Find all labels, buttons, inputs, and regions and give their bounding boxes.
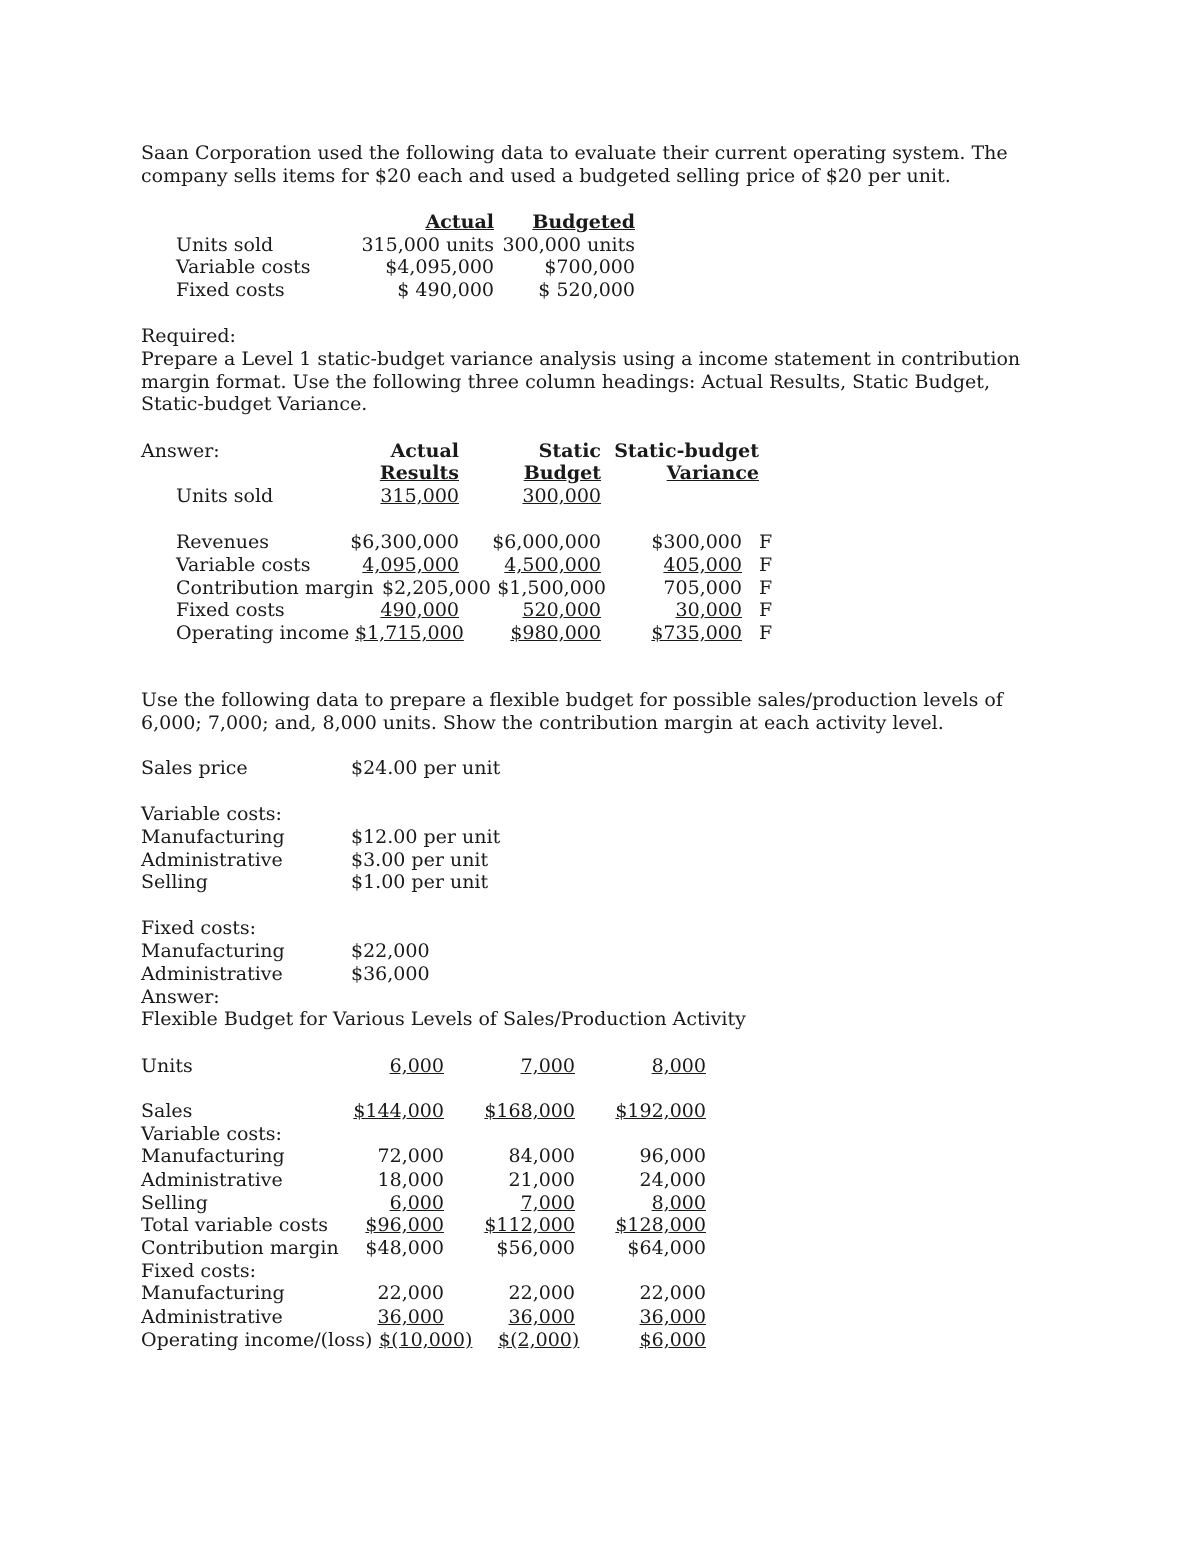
data-row-budgeted: $ 520,000 bbox=[538, 279, 635, 301]
variance-row-variance: 705,000 bbox=[663, 577, 742, 599]
flex-operating-value: $(2,000) bbox=[498, 1329, 580, 1351]
fixed-costs-heading: Fixed costs: bbox=[141, 917, 257, 939]
flex-variable-value: 8,000 bbox=[651, 1192, 706, 1214]
intro-line-1: Saan Corporation used the following data to evaluate their current operating system. The bbox=[141, 142, 1008, 164]
variance-row-budget: $1,500,000 bbox=[497, 577, 606, 599]
flex-variable-label: Manufacturing bbox=[141, 1145, 285, 1167]
flex-contribution-value: $64,000 bbox=[627, 1237, 706, 1259]
answer-label: Answer: bbox=[141, 440, 220, 462]
flex-contribution-label: Contribution margin bbox=[141, 1237, 339, 1259]
variance-row-flag: F bbox=[759, 531, 773, 553]
variance-row-flag: F bbox=[759, 622, 773, 644]
answer-label: Answer: bbox=[141, 986, 220, 1008]
flex-fixed-label: Manufacturing bbox=[141, 1282, 285, 1304]
data-row-label: Fixed costs bbox=[176, 279, 285, 301]
flex-sales-value: $192,000 bbox=[615, 1100, 706, 1122]
header-variance-top: Static-budget bbox=[614, 440, 759, 462]
flex-fixed-heading: Fixed costs: bbox=[141, 1260, 257, 1282]
variance-row-actual: $6,300,000 bbox=[350, 531, 459, 553]
fixed-cost-value: $22,000 bbox=[351, 940, 430, 962]
units-sold-budget: 300,000 bbox=[522, 485, 601, 507]
units-sold-label: Units sold bbox=[176, 485, 274, 507]
flex-intro-line-1: Use the following data to prepare a flexible budget for possible sales/production levels of bbox=[141, 689, 1003, 711]
data-row-budgeted: $700,000 bbox=[544, 256, 635, 278]
flex-total-variable-value: $96,000 bbox=[365, 1214, 444, 1236]
data-row-budgeted: 300,000 units bbox=[502, 234, 635, 256]
flex-fixed-value: 22,000 bbox=[377, 1282, 444, 1304]
data-row-actual: $4,095,000 bbox=[385, 256, 494, 278]
header-static-top: Static bbox=[538, 440, 601, 462]
variance-row-budget: $980,000 bbox=[510, 622, 601, 644]
header-actual-top: Actual bbox=[390, 440, 459, 462]
data-row-actual: $ 490,000 bbox=[397, 279, 494, 301]
flex-variable-label: Administrative bbox=[141, 1169, 283, 1191]
flex-fixed-value: 36,000 bbox=[639, 1306, 706, 1328]
flex-units-6000: 6,000 bbox=[389, 1055, 444, 1077]
variance-row-label: Contribution margin bbox=[176, 577, 374, 599]
variable-cost-value: $1.00 per unit bbox=[351, 871, 489, 893]
fixed-cost-value: $36,000 bbox=[351, 963, 430, 985]
variance-row-flag: F bbox=[759, 577, 773, 599]
variance-row-budget: 4,500,000 bbox=[504, 554, 601, 576]
flex-total-variable-label: Total variable costs bbox=[141, 1214, 329, 1236]
flex-variable-value: 6,000 bbox=[389, 1192, 444, 1214]
flex-units-label: Units bbox=[141, 1055, 193, 1077]
flex-total-variable-value: $112,000 bbox=[484, 1214, 575, 1236]
variable-costs-heading: Variable costs: bbox=[141, 803, 282, 825]
flex-operating-value: $6,000 bbox=[639, 1329, 706, 1351]
flex-units-8000: 8,000 bbox=[651, 1055, 706, 1077]
flex-variable-heading: Variable costs: bbox=[141, 1123, 282, 1145]
header-variance-bottom: Variance bbox=[666, 462, 759, 484]
flex-contribution-value: $48,000 bbox=[365, 1237, 444, 1259]
flex-variable-value: 7,000 bbox=[520, 1192, 575, 1214]
variance-row-variance: $300,000 bbox=[651, 531, 742, 553]
flex-intro-line-2: 6,000; 7,000; and, 8,000 units. Show the contribution margin at each activity level. bbox=[141, 712, 944, 734]
variance-row-label: Variable costs bbox=[176, 554, 311, 576]
flex-budget-title: Flexible Budget for Various Levels of Sales/Production Activity bbox=[141, 1008, 746, 1030]
variance-row-variance: 30,000 bbox=[675, 599, 742, 621]
flex-fixed-value: 22,000 bbox=[639, 1282, 706, 1304]
required-line-3: Static-budget Variance. bbox=[141, 393, 368, 415]
variable-cost-value: $3.00 per unit bbox=[351, 849, 489, 871]
flex-sales-value: $168,000 bbox=[484, 1100, 575, 1122]
flex-units-7000: 7,000 bbox=[520, 1055, 575, 1077]
intro-line-2: company sells items for $20 each and used a budgeted selling price of $20 per unit. bbox=[141, 165, 951, 187]
variance-row-label: Revenues bbox=[176, 531, 269, 553]
data-header-budgeted: Budgeted bbox=[532, 211, 635, 233]
required-label: Required: bbox=[141, 325, 236, 347]
fixed-cost-label: Manufacturing bbox=[141, 940, 285, 962]
variance-row-actual: $2,205,000 bbox=[382, 577, 491, 599]
flex-sales-label: Sales bbox=[141, 1100, 193, 1122]
variance-row-label: Operating income bbox=[176, 622, 350, 644]
sales-price-label: Sales price bbox=[141, 757, 248, 779]
units-sold-actual: 315,000 bbox=[380, 485, 459, 507]
flex-fixed-value: 36,000 bbox=[377, 1306, 444, 1328]
variable-cost-label: Manufacturing bbox=[141, 826, 285, 848]
data-row-actual: 315,000 units bbox=[361, 234, 494, 256]
flex-variable-value: 18,000 bbox=[377, 1169, 444, 1191]
header-static-bottom: Budget bbox=[523, 462, 601, 484]
flex-variable-value: 72,000 bbox=[377, 1145, 444, 1167]
flex-fixed-label: Administrative bbox=[141, 1306, 283, 1328]
variance-row-variance: 405,000 bbox=[663, 554, 742, 576]
data-row-label: Units sold bbox=[176, 234, 274, 256]
variance-row-flag: F bbox=[759, 554, 773, 576]
flex-total-variable-value: $128,000 bbox=[615, 1214, 706, 1236]
flex-variable-value: 84,000 bbox=[508, 1145, 575, 1167]
flex-variable-value: 96,000 bbox=[639, 1145, 706, 1167]
flex-sales-value: $144,000 bbox=[353, 1100, 444, 1122]
flex-operating-label: Operating income/(loss) bbox=[141, 1329, 373, 1351]
flex-variable-value: 24,000 bbox=[639, 1169, 706, 1191]
variance-row-label: Fixed costs bbox=[176, 599, 285, 621]
variance-row-flag: F bbox=[759, 599, 773, 621]
flex-contribution-value: $56,000 bbox=[496, 1237, 575, 1259]
variable-cost-value: $12.00 per unit bbox=[351, 826, 501, 848]
data-header-actual: Actual bbox=[425, 211, 494, 233]
flex-variable-label: Selling bbox=[141, 1192, 208, 1214]
flex-variable-value: 21,000 bbox=[508, 1169, 575, 1191]
variance-row-budget: 520,000 bbox=[522, 599, 601, 621]
fixed-cost-label: Administrative bbox=[141, 963, 283, 985]
variance-row-variance: $735,000 bbox=[651, 622, 742, 644]
flex-fixed-value: 36,000 bbox=[508, 1306, 575, 1328]
flex-operating-value: $(10,000) bbox=[379, 1329, 473, 1351]
variable-cost-label: Administrative bbox=[141, 849, 283, 871]
variance-row-budget: $6,000,000 bbox=[492, 531, 601, 553]
variance-row-actual: $1,715,000 bbox=[355, 622, 464, 644]
variance-row-actual: 490,000 bbox=[380, 599, 459, 621]
variance-row-actual: 4,095,000 bbox=[362, 554, 459, 576]
sales-price-value: $24.00 per unit bbox=[351, 757, 501, 779]
required-line-1: Prepare a Level 1 static-budget variance analysis using a income statement in contribution bbox=[141, 348, 1021, 370]
flex-fixed-value: 22,000 bbox=[508, 1282, 575, 1304]
header-actual-bottom: Results bbox=[379, 462, 459, 484]
data-row-label: Variable costs bbox=[176, 256, 311, 278]
variable-cost-label: Selling bbox=[141, 871, 208, 893]
required-line-2: margin format. Use the following three column headings: Actual Results, Static Budget, bbox=[141, 371, 990, 393]
